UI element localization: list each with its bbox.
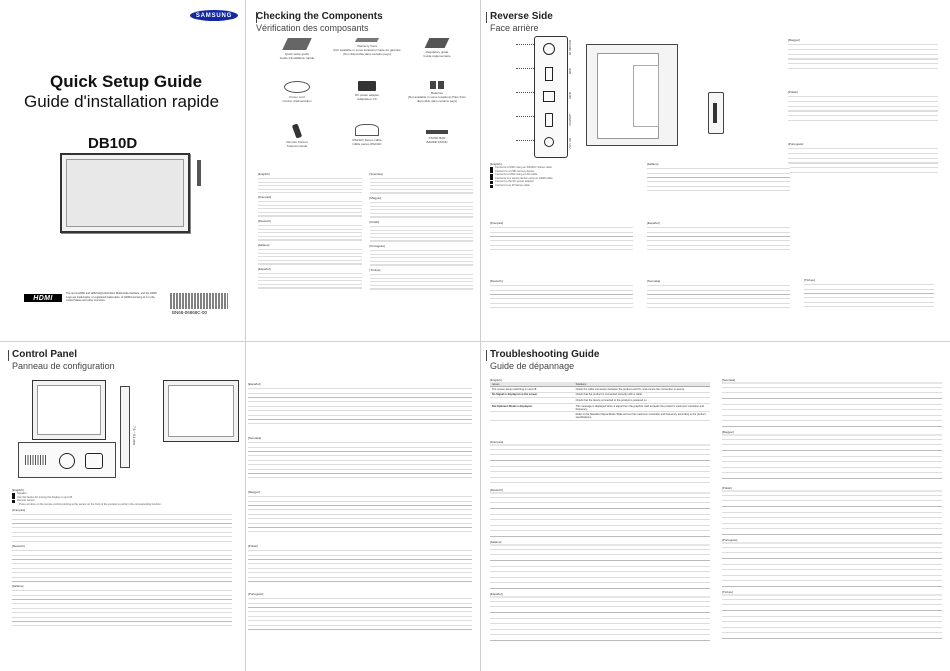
model-name: DB10D — [88, 135, 138, 152]
rs232c-port-icon — [543, 43, 555, 55]
control-panel-section — [8, 346, 474, 668]
component-item: Regulatory guide Guide réglementaire — [402, 38, 472, 77]
stereo-cable-icon — [355, 124, 379, 136]
checking-notes — [258, 170, 473, 335]
checking-panel — [250, 0, 478, 341]
trouble-section — [486, 346, 946, 668]
hdmi-logo: HDMI — [24, 294, 62, 302]
speaker-icon — [25, 455, 47, 465]
component-item: RS232C Stereo cable Câble stéréo RS232C — [332, 124, 402, 163]
reverse-language-right: [Türkçe] — [804, 276, 934, 310]
control-product-front — [32, 380, 106, 440]
component-item: DC power adapter Adaptateur CC — [332, 81, 402, 120]
brand-name: SAMSUNG — [195, 12, 233, 19]
control-english: [English] Speaker Use this button for turning the display on and off. Remote sensor Press a button on the remote control pointing at the sensor on the front of the product to perform the corresponding function. [Français] [Deutsch] [Italiano] — [12, 486, 232, 628]
table-header: Issues Solutions — [490, 382, 710, 387]
hdmi-notice: The terms HDMI and HDMI High-Definition Multimedia Interface, and the HDMI Logo are trademarks, or registered trademarks, of HDMI Licensing LLC in the United States and other countries. — [66, 292, 157, 303]
regulatory-guide-icon — [425, 38, 450, 48]
trouble-table-english: [English] Issues Solutions The screen keeps switching on and off. Check the cable connection between the product and PC, and ensure the connection is secure. No Signal is displayed on the screen. Check that the product is connected correctly with a cable. Check that the device connected to the product is powered on. Not Optimum Mode is displayed. This message is displayed when a signal from the graphics card exceeds the product's maximum resolution and frequency. Refer to the Standard Signal Mode Table and set the maximum resolution and frequency according to the product specifications. — [490, 376, 710, 421]
component-item: Power cord Cordon d'alimentation — [262, 81, 332, 120]
table-row: Refer to the Standard Signal Mode Table and set the maximum resolution and frequency according to the product specifications. — [490, 412, 710, 421]
table-row: No Signal is displayed on the screen. Check that the product is connected correctly with a cable. — [490, 392, 710, 398]
hdmi-port-icon — [545, 113, 553, 127]
component-item: Batteries (Not available in some locations) Piles (Non disponible dans certains pays) — [402, 81, 472, 120]
right-bullets: [Magyar] [Polski] [Português] — [788, 36, 938, 176]
component-item: STAND BAR BARRE STAND — [402, 124, 472, 163]
table-row: Check that the device connected to the product is powered on. — [490, 398, 710, 404]
product-illustration — [60, 153, 190, 233]
reverse-title: Reverse Side — [490, 11, 553, 22]
trouble-left-others: [Français] [Deutsch] [Italiano] [Español] — [490, 438, 710, 642]
rj45-port-icon — [543, 91, 555, 102]
remote-control-icon — [292, 123, 302, 138]
component-item: Remote Control Télécommande — [262, 124, 332, 163]
trouble-table — [490, 382, 710, 421]
callout-lines — [516, 44, 534, 154]
cover-title-en: Quick Setup Guide — [50, 72, 203, 91]
rear-side-view — [708, 92, 724, 134]
control-title: Control Panel — [12, 349, 78, 360]
dc-port-icon — [544, 137, 554, 147]
batteries-icon — [429, 81, 445, 89]
table-row: Not Optimum Mode is displayed. This message is displayed when a signal from the graphics card exceeds the product's maximum resolution and frequency. — [490, 403, 710, 412]
notes-col-left: [English] [Français] [Deutsch] [Italiano] [Español] — [258, 170, 362, 335]
checking-title: Checking the Components — [256, 11, 383, 22]
port-labels: RS232C IN USB RJ45 HDMI IN DC 14V — [568, 40, 572, 149]
notes-col-right: [Svenska] [Magyar] [Polski] [Português] [Türkçe] — [370, 170, 474, 335]
stand-bar-icon — [426, 130, 448, 134]
rear-product-illustration — [586, 44, 678, 146]
section-marker — [8, 350, 9, 361]
trouble-right-col: [Svenska] [Magyar] [Polski] [Português] [Türkçe] — [722, 376, 942, 640]
dimension-label: 7.6 ~ 8.1 mm — [132, 426, 136, 445]
reverse-subtitle: Face arrière — [490, 23, 539, 33]
trouble-title: Troubleshooting Guide — [490, 349, 600, 360]
guide-booklet-icon — [282, 38, 312, 50]
component-item: Warranty Card (Not available in some locations) Carte de garantie (Non disponible dans certains pays) — [332, 38, 402, 77]
barcode — [170, 293, 228, 309]
dc-adapter-icon — [358, 81, 376, 91]
component-grid — [262, 38, 472, 163]
cover-title-fr: Guide d'installation rapide — [24, 92, 220, 111]
samsung-logo — [190, 10, 238, 21]
checking-subtitle: Vérification des composants — [256, 23, 369, 33]
power-button-icon — [59, 453, 75, 469]
warranty-card-icon — [355, 38, 379, 42]
table-row: The screen keeps switching on and off. Check the cable connection between the product and PC, and ensure the connection is secure. — [490, 387, 710, 393]
control-subtitle: Panneau de configuration — [12, 361, 115, 371]
remote-sensor-icon — [85, 453, 103, 469]
cover-panel — [0, 0, 245, 341]
power-cord-icon — [284, 81, 310, 93]
section-marker — [486, 350, 487, 361]
barcode-text: BN68-06868C-00 — [172, 310, 208, 315]
control-side-view — [120, 386, 130, 468]
product-side-view — [197, 160, 201, 186]
component-item: Quick setup guide Guide d'installation rapide — [262, 38, 332, 77]
reverse-language-blocks: [English] Connects to MDC using an RS232C Stereo cable Connect to a USB memory device. Connects to MDC using a LAN cable. Connects to a source device using an HDMI cable. Connect to the DC power adapter. Connect to an IR Stereo cable. [Italiano] [Français] [Español] [Deutsch] [Svenska] — [490, 160, 790, 336]
control-product-angled — [163, 380, 239, 442]
control-zoom — [18, 442, 116, 478]
usb-port-icon — [545, 67, 553, 81]
port-strip — [534, 36, 568, 158]
reverse-panel — [486, 0, 946, 341]
trouble-subtitle: Guide de dépannage — [490, 361, 575, 371]
control-right-col: [Español] [Svenska] [Magyar] [Polski] [Português] — [248, 380, 472, 630]
section-marker — [486, 12, 487, 23]
